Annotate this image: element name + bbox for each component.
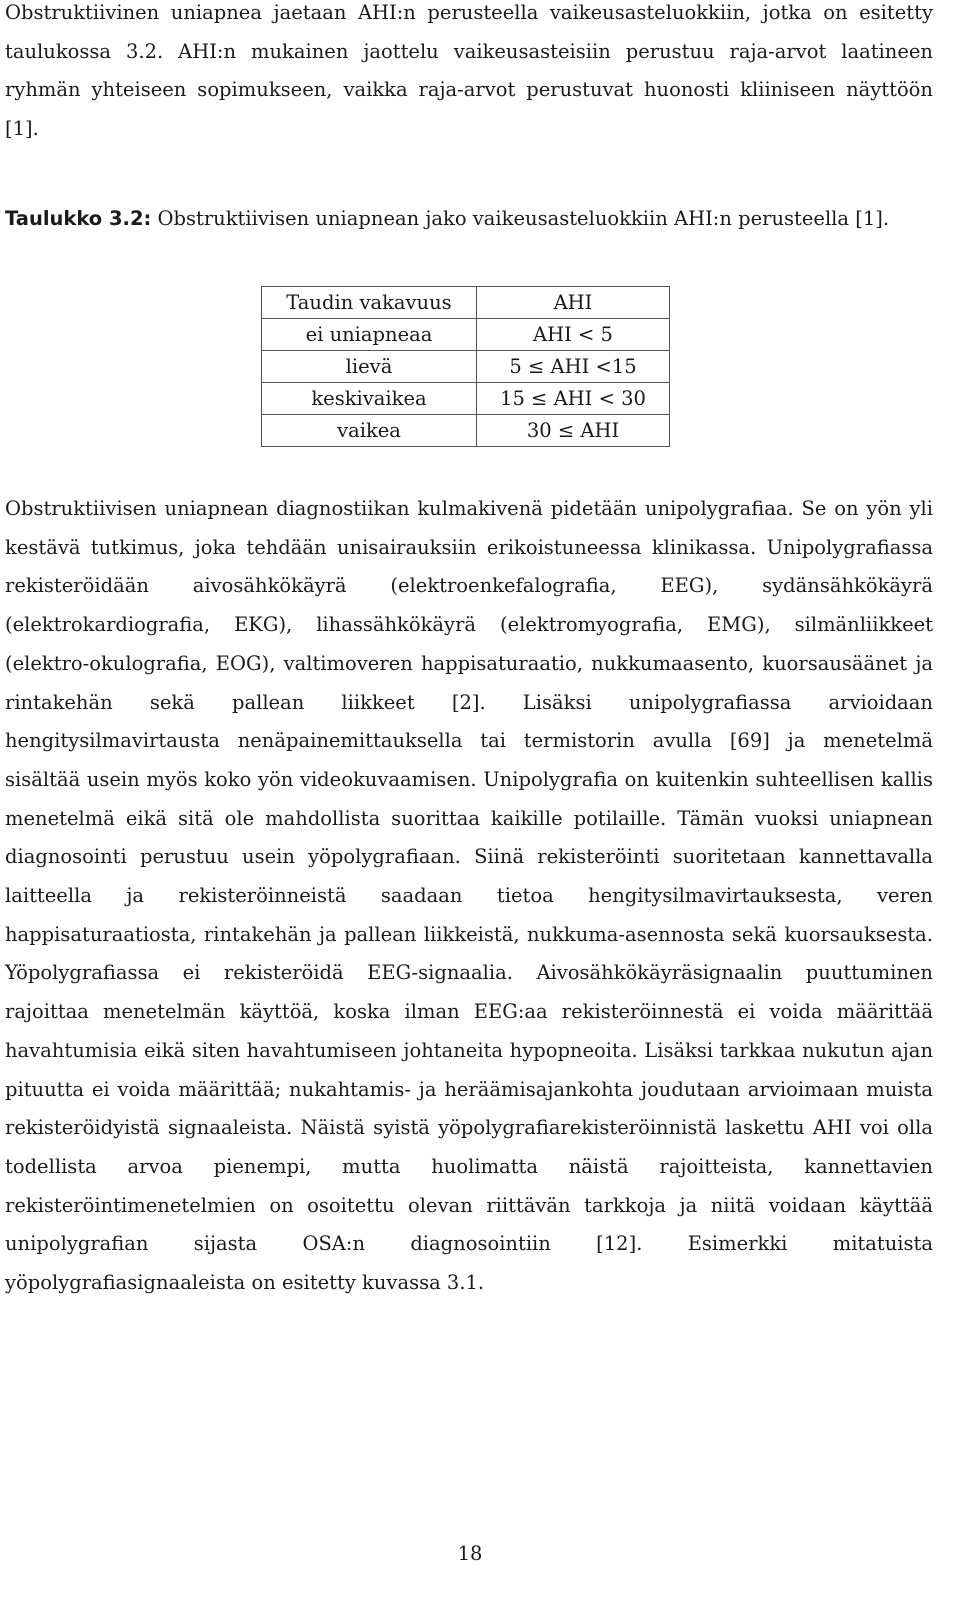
ahi-cell: 5 ≤ AHI <15 (477, 351, 670, 383)
table-row (262, 351, 670, 383)
severity-table (261, 286, 670, 447)
header-severity: Taudin vakavuus (262, 287, 477, 319)
severity-cell: keskivaikea (262, 383, 477, 415)
header-ahi: AHI (477, 287, 670, 319)
ahi-cell: AHI < 5 (477, 319, 670, 351)
severity-table-container (261, 286, 670, 447)
table-header-row (262, 287, 670, 319)
table-caption (5, 200, 933, 238)
table-caption-text: Obstruktiivisen uniapnean jako vaikeusasteluokkiin AHI:n perusteella [1]. (151, 207, 890, 230)
severity-cell: ei uniapneaa (262, 319, 477, 351)
ahi-cell: 30 ≤ AHI (477, 415, 670, 447)
table-row (262, 319, 670, 351)
diagnostics-paragraph: Obstruktiivisen uniapnean diagnostiikan kulmakivenä pidetään unipolygrafiaa. Se on yön yli kestävä tutkimus, joka tehdään unisairauksiin erikoistuneessa klinikassa. Unipolygrafiassa rekisteröidään aivosähkökäyrä (elektroenkefalografia, EEG), sydänsähkökäyrä (elektrokardiografia, EKG), lihassähkökäyrä (elektromyografia, EMG), silmänliikkeet (elektro-okulografia, EOG), valtimoveren happisaturaatio, nukkumaasento, kuorsausäänet ja rintakehän sekä pallean liikkeet [2]. Lisäksi unipolygrafiassa arvioidaan hengitysilmavirtausta nenäpainemittauksella tai termistorin avulla [69] ja menetelmä sisältää usein myös koko yön videokuvaamisen. Unipolygrafia on kuitenkin suhteellisen kallis menetelmä eikä sitä ole mahdollista suorittaa kaikille potilaille. Tämän vuoksi uniapnean diagnosointi perustuu usein yöpolygrafiaan. Siinä rekisteröinti suoritetaan kannettavalla laitteella ja rekisteröinneistä saadaan tietoa hengitysilmavirtauksesta, veren happisaturaatiosta, rintakehän ja pallean liikkeistä, nukkuma-asennosta sekä kuorsauksesta. Yöpolygrafiassa ei rekisteröidä EEG-signaalia. Aivosähkökäyräsignaalin puuttuminen rajoittaa menetelmän käyttöä, koska ilman EEG:aa rekisteröinnestä ei voida määrittää havahtumisia eikä siten havahtumiseen johtaneita hypopneoita. Lisäksi tarkkaa nukutun ajan pituutta ei voida määrittää; nukahtamis- ja heräämisajankohta joudutaan arvioimaan muista rekisteröidyistä signaaleista. Näistä syistä yöpolygrafiarekisteröinnistä laskettu AHI voi olla todellista arvoa pienempi, mutta huolimatta näistä rajoitteista, kannettavien rekisteröintimenetelmien on osoitettu olevan riittävän tarkkoja ja niitä voidaan käyttää unipolygrafian sijasta OSA:n diagnosointiin [12]. Esimerkki mitatuista yöpolygrafiasignaaleista on esitetty kuvassa 3.1. (5, 497, 933, 1295)
table-caption-label: Taulukko 3.2: (5, 207, 152, 230)
table-row (262, 383, 670, 415)
severity-cell: vaikea (262, 415, 477, 447)
page-number: 18 (457, 1542, 483, 1565)
ahi-cell: 15 ≤ AHI < 30 (477, 383, 670, 415)
table-row (262, 415, 670, 447)
severity-cell: lievä (262, 351, 477, 383)
intro-paragraph: Obstruktiivinen uniapnea jaetaan AHI:n perusteella vaikeusasteluokkiin, jotka on esitetty taulukossa 3.2. AHI:n mukainen jaottelu vaikeusasteisiin perustuu raja-arvot laatineen ryhmän yhteiseen sopimukseen, vaikka raja-arvot perustuvat huonosti kliiniseen näyttöön [1]. (5, 1, 933, 141)
